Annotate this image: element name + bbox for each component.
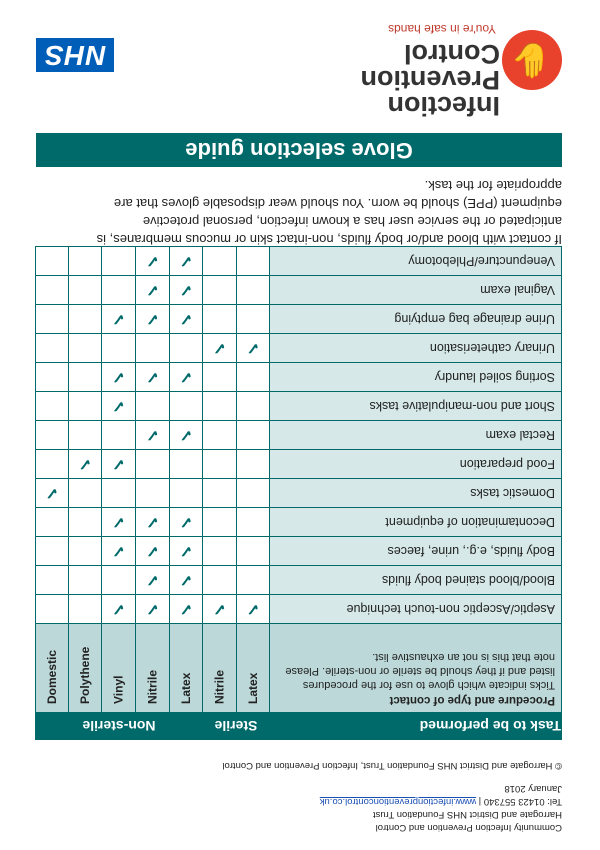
table-row [35, 392, 561, 421]
logo-line-prevention: Prevention [360, 65, 500, 95]
empty-cell [35, 392, 68, 421]
tick-icon: ✓ [102, 450, 136, 479]
empty-cell [203, 508, 237, 537]
procedure-label: Vaginal exam [270, 276, 562, 305]
footer-date: January 2018 [504, 783, 562, 794]
tick-icon: ✓ [136, 508, 170, 537]
empty-cell [237, 247, 270, 276]
empty-cell [203, 276, 237, 305]
empty-cell [170, 334, 203, 363]
table-row [35, 595, 561, 624]
tick-icon: ✓ [170, 566, 203, 595]
tick-icon: ✓ [136, 595, 170, 624]
footer [36, 759, 562, 834]
table-row [35, 334, 561, 363]
table-row [35, 247, 561, 276]
tick-icon: ✓ [35, 479, 68, 508]
empty-cell [203, 392, 237, 421]
procedure-title: Procedure and type of contact [389, 694, 555, 706]
procedure-label: Urine drainage bag emptying [270, 305, 562, 334]
empty-cell [237, 421, 270, 450]
empty-cell [102, 276, 136, 305]
tick-icon: ✓ [136, 421, 170, 450]
procedure-label: Food preparation [270, 450, 562, 479]
empty-cell [203, 479, 237, 508]
table-row [35, 276, 561, 305]
empty-cell [69, 566, 102, 595]
footer-tel: Tel: 01423 557340 [483, 796, 562, 807]
empty-cell [69, 421, 102, 450]
footer-team: Community Infection Prevention and Control [375, 822, 562, 833]
intro-line: equipment (PPE) should be worn. You should wear disposable gloves that are [113, 196, 562, 211]
intro-line: anticipated or the service user has a known infection, personal protective [142, 214, 562, 229]
empty-cell [203, 305, 237, 334]
logo-tagline: You're in safe hands [388, 22, 496, 36]
empty-cell [203, 537, 237, 566]
empty-cell [237, 305, 270, 334]
procedure-label: Decontamination of equipment [270, 508, 562, 537]
empty-cell [102, 566, 136, 595]
table-row [35, 421, 561, 450]
nhs-logo: NHS [36, 38, 114, 72]
empty-cell [69, 276, 102, 305]
empty-cell [237, 363, 270, 392]
empty-cell [136, 479, 170, 508]
tick-icon: ✓ [102, 537, 136, 566]
empty-cell [69, 508, 102, 537]
empty-cell [237, 392, 270, 421]
tick-icon: ✓ [170, 363, 203, 392]
table-row [35, 363, 561, 392]
empty-cell [170, 450, 203, 479]
intro-line: appropriate for the task. [424, 178, 562, 193]
procedure-label: Body fluids, e.g., urine, faeces [270, 537, 562, 566]
empty-cell [35, 276, 68, 305]
empty-cell [203, 421, 237, 450]
glove-column-header: Nitrile [203, 624, 237, 713]
empty-cell [203, 247, 237, 276]
tick-icon: ✓ [203, 595, 237, 624]
empty-cell [136, 392, 170, 421]
tick-icon: ✓ [136, 566, 170, 595]
empty-cell [35, 508, 68, 537]
procedure-label: Venepuncture/Phlebotomy [270, 247, 562, 276]
tick-icon: ✓ [102, 363, 136, 392]
logo-line-control: Control [404, 39, 500, 69]
glove-column-header: Polythene [69, 624, 102, 713]
tick-icon: ✓ [170, 305, 203, 334]
sterile-group-header: Sterile [203, 713, 270, 740]
empty-cell [237, 450, 270, 479]
table-row [35, 450, 561, 479]
empty-cell [237, 508, 270, 537]
page-title: Glove selection guide [36, 133, 562, 167]
footer-contact [36, 795, 562, 808]
logo-line-infection: Infection [387, 91, 500, 121]
tick-icon: ✓ [102, 508, 136, 537]
tick-icon: ✓ [237, 595, 270, 624]
empty-cell [102, 334, 136, 363]
empty-cell [69, 247, 102, 276]
table-row [35, 305, 561, 334]
glove-selection-table [35, 246, 562, 740]
tick-icon: ✓ [170, 595, 203, 624]
task-header: Task to be performed [270, 713, 562, 740]
table-row [35, 537, 561, 566]
empty-cell [69, 305, 102, 334]
empty-cell [170, 479, 203, 508]
procedure-note: Ticks indicate which glove to use for the procedures listed and if they should be sterile or non-sterile. Please note that this is not an exhaustive list. [285, 651, 555, 691]
tick-icon: ✓ [170, 508, 203, 537]
empty-cell [102, 479, 136, 508]
procedure-label: Sorting soiled laundry [270, 363, 562, 392]
table-row [35, 566, 561, 595]
empty-cell [170, 392, 203, 421]
hand-icon: ✋ [502, 30, 562, 90]
non-sterile-group-header: Non-sterile [35, 713, 202, 740]
procedure-label: Domestic tasks [270, 479, 562, 508]
footer-copyright: © Harrogate and District NHS Foundation Trust, Infection Prevention and Control [222, 760, 562, 771]
tick-icon: ✓ [102, 392, 136, 421]
footer-separator: | [478, 796, 482, 807]
empty-cell [69, 595, 102, 624]
tick-icon: ✓ [136, 276, 170, 305]
tick-icon: ✓ [136, 537, 170, 566]
table-row [35, 508, 561, 537]
procedure-label: Urinary catheterisation [270, 334, 562, 363]
footer-website-link[interactable]: www.infectionpreventioncontrol.co.uk [319, 796, 477, 807]
procedure-label: Short and non-manipulative tasks [270, 392, 562, 421]
empty-cell [35, 595, 68, 624]
empty-cell [237, 479, 270, 508]
empty-cell [69, 479, 102, 508]
empty-cell [35, 450, 68, 479]
table-row [35, 479, 561, 508]
glove-column-header: Latex [170, 624, 203, 713]
tick-icon: ✓ [170, 247, 203, 276]
ipc-logo [362, 12, 562, 122]
empty-cell [35, 566, 68, 595]
tick-icon: ✓ [102, 305, 136, 334]
footer-org: Harrogate and District NHS Foundation Trust [372, 809, 562, 820]
empty-cell [69, 363, 102, 392]
glove-column-header: Vinyl [102, 624, 136, 713]
empty-cell [102, 421, 136, 450]
empty-cell [69, 392, 102, 421]
tick-icon: ✓ [203, 334, 237, 363]
empty-cell [35, 247, 68, 276]
tick-icon: ✓ [136, 363, 170, 392]
empty-cell [203, 566, 237, 595]
table-body [35, 247, 561, 624]
tick-icon: ✓ [136, 247, 170, 276]
empty-cell [35, 334, 68, 363]
empty-cell [35, 305, 68, 334]
empty-cell [69, 537, 102, 566]
tick-icon: ✓ [237, 334, 270, 363]
empty-cell [136, 450, 170, 479]
tick-icon: ✓ [170, 537, 203, 566]
empty-cell [35, 537, 68, 566]
empty-cell [69, 334, 102, 363]
procedure-label: Rectal exam [270, 421, 562, 450]
procedure-header [270, 624, 562, 713]
glove-column-header: Latex [237, 624, 270, 713]
procedure-label: Blood/blood stained body fluids [270, 566, 562, 595]
empty-cell [203, 450, 237, 479]
intro-text [36, 176, 562, 248]
empty-cell [237, 537, 270, 566]
empty-cell [237, 276, 270, 305]
tick-icon: ✓ [102, 595, 136, 624]
tick-icon: ✓ [170, 276, 203, 305]
procedure-label: Aseptic/Asceptic non-touch technique [270, 595, 562, 624]
tick-icon: ✓ [69, 450, 102, 479]
tick-icon: ✓ [136, 305, 170, 334]
empty-cell [237, 566, 270, 595]
empty-cell [102, 247, 136, 276]
glove-column-header: Nitrile [136, 624, 170, 713]
intro-line: If contact with blood and/or body fluids, non-intact skin or mucous membranes, is [96, 232, 562, 247]
empty-cell [35, 363, 68, 392]
empty-cell [136, 334, 170, 363]
empty-cell [203, 363, 237, 392]
glove-column-header: Domestic [35, 624, 68, 713]
tick-icon: ✓ [170, 421, 203, 450]
empty-cell [35, 421, 68, 450]
